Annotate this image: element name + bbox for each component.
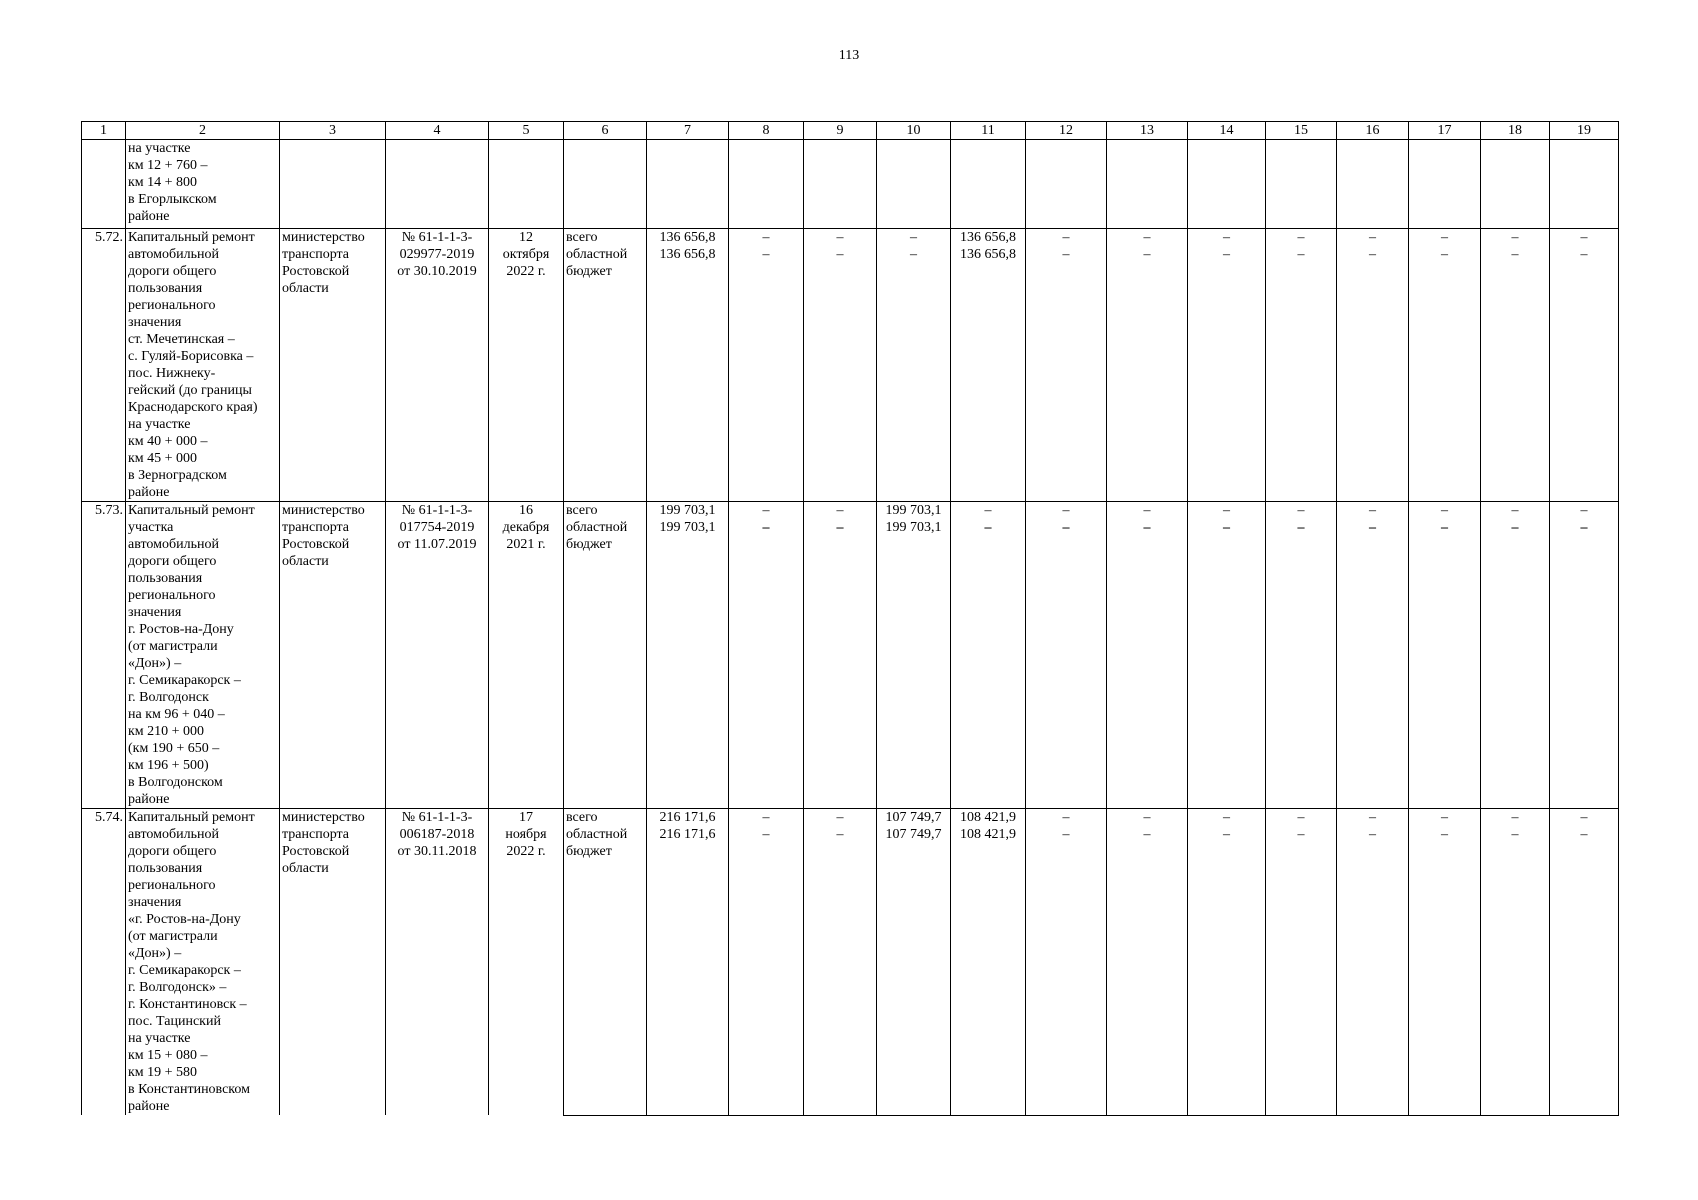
cell-date — [489, 140, 564, 229]
source-total: всего — [564, 809, 647, 827]
completion-date: 17 ноября 2022 г. — [489, 809, 564, 1116]
value-total: – — [1481, 229, 1550, 247]
header-row — [82, 122, 1619, 140]
value-total: – — [1409, 809, 1481, 827]
value-regional: – — [1337, 826, 1409, 1115]
value-regional: – — [1107, 519, 1188, 808]
cell-num — [82, 140, 126, 229]
value-total: – — [1107, 809, 1188, 827]
column-header: 3 — [280, 122, 386, 140]
design-doc: № 61-1-1-3- 017754-2019 от 11.07.2019 — [386, 502, 489, 809]
value-total: 136 656,8 — [647, 229, 729, 247]
value-regional: – — [1026, 826, 1107, 1115]
value-total: – — [1188, 229, 1266, 247]
row-number: 5.73. — [82, 502, 126, 809]
value-total: – — [729, 809, 804, 827]
customer: министерство транспорта Ростовской области — [280, 809, 386, 1116]
value-regional: – — [1550, 826, 1619, 1115]
value-total: – — [1188, 809, 1266, 827]
value-total: – — [1026, 229, 1107, 247]
value-regional: – — [804, 246, 877, 501]
cell-source — [564, 140, 647, 229]
value-total: – — [1337, 809, 1409, 827]
row-number: 5.74. — [82, 809, 126, 1116]
source-regional: областной бюджет — [564, 519, 647, 808]
design-doc: № 61-1-1-3- 006187-2018 от 30.11.2018 — [386, 809, 489, 1116]
cell-customer — [280, 140, 386, 229]
value-regional: – — [1266, 826, 1337, 1115]
customer: министерство транспорта Ростовской области — [280, 502, 386, 809]
value-total: – — [729, 229, 804, 247]
value-regional: 199 703,1 — [647, 519, 729, 808]
value-regional: – — [1188, 826, 1266, 1115]
value-total: – — [1026, 502, 1107, 520]
table-row — [82, 809, 1619, 827]
value-regional: – — [1107, 246, 1188, 501]
column-header: 1 — [82, 122, 126, 140]
value-regional: – — [804, 826, 877, 1115]
column-header: 9 — [804, 122, 877, 140]
column-header: 12 — [1026, 122, 1107, 140]
object-name: Капитальный ремонт автомобильной дороги общего пользования регионального значения «г. Ростов-на-Дону (от магистрали «Дон») – г. Семикаракорск – г. Волгодонск» – г. Константиновск – пос. Тацинский на участке км 15 + 080 – км 19 + 580 в Константиновском районе — [126, 809, 280, 1116]
value-total: 199 703,1 — [647, 502, 729, 520]
value-regional: – — [1409, 519, 1481, 808]
value-total: – — [1266, 502, 1337, 520]
value-regional: – — [729, 246, 804, 501]
value-regional: – — [804, 519, 877, 808]
value-regional: – — [1409, 246, 1481, 501]
value-regional: – — [1026, 246, 1107, 501]
value-total: – — [1266, 809, 1337, 827]
page-number: 113 — [838, 48, 860, 63]
value-total: – — [1550, 502, 1619, 520]
design-doc: № 61-1-1-3- 029977-2019 от 30.10.2019 — [386, 229, 489, 502]
table-row — [82, 502, 1619, 520]
source-regional: областной бюджет — [564, 826, 647, 1115]
value-regional: – — [1481, 826, 1550, 1115]
column-header: 17 — [1409, 122, 1481, 140]
column-header: 4 — [386, 122, 489, 140]
program-table — [81, 121, 1619, 1116]
cell-doc — [386, 140, 489, 229]
value-total: – — [1266, 229, 1337, 247]
value-total: – — [1409, 229, 1481, 247]
source-regional: областной бюджет — [564, 246, 647, 501]
value-regional: 199 703,1 — [877, 519, 951, 808]
object-name: Капитальный ремонт автомобильной дороги общего пользования регионального значения ст. Мечетинская – с. Гуляй-Борисовка – пос. Нижнеку- гейский (до границы Краснодарского края) на участке км 40 + 000 – км 45 + 000 в Зерноградском районе — [126, 229, 280, 502]
completion-date: 12 октября 2022 г. — [489, 229, 564, 502]
value-regional: – — [729, 826, 804, 1115]
value-total: – — [1107, 229, 1188, 247]
value-regional: 136 656,8 — [647, 246, 729, 501]
value-total: – — [804, 809, 877, 827]
completion-date: 16 декабря 2021 г. — [489, 502, 564, 809]
value-regional: – — [729, 519, 804, 808]
value-total: – — [804, 502, 877, 520]
value-total: – — [1481, 502, 1550, 520]
value-regional: – — [1107, 826, 1188, 1115]
value-regional: – — [1026, 519, 1107, 808]
value-regional: – — [1188, 519, 1266, 808]
source-total: всего — [564, 229, 647, 247]
value-regional: – — [1409, 826, 1481, 1115]
value-total: 199 703,1 — [877, 502, 951, 520]
source-total: всего — [564, 502, 647, 520]
column-header: 11 — [951, 122, 1026, 140]
value-total: – — [1188, 502, 1266, 520]
continuation-row — [82, 140, 1619, 229]
value-total: – — [1337, 229, 1409, 247]
column-header: 8 — [729, 122, 804, 140]
value-total: – — [729, 502, 804, 520]
value-total: 107 749,7 — [877, 809, 951, 827]
value-total: – — [1481, 809, 1550, 827]
value-regional: – — [1550, 246, 1619, 501]
column-header: 15 — [1266, 122, 1337, 140]
value-regional: 216 171,6 — [647, 826, 729, 1115]
value-total: 216 171,6 — [647, 809, 729, 827]
object-name: на участке км 12 + 760 – км 14 + 800 в Егорлыкском районе — [126, 140, 280, 229]
value-regional: – — [1481, 246, 1550, 501]
value-regional: 108 421,9 — [951, 826, 1026, 1115]
value-regional: – — [1266, 246, 1337, 501]
column-header: 16 — [1337, 122, 1409, 140]
customer: министерство транспорта Ростовской области — [280, 229, 386, 502]
row-number: 5.72. — [82, 229, 126, 502]
column-header: 6 — [564, 122, 647, 140]
column-header: 13 — [1107, 122, 1188, 140]
value-regional: – — [1550, 519, 1619, 808]
column-header: 2 — [126, 122, 280, 140]
column-header: 14 — [1188, 122, 1266, 140]
value-total: – — [1337, 502, 1409, 520]
value-total: – — [877, 229, 951, 247]
value-total: – — [1550, 809, 1619, 827]
value-regional: – — [1266, 519, 1337, 808]
value-regional: – — [951, 519, 1026, 808]
value-total: – — [804, 229, 877, 247]
value-total: – — [1550, 229, 1619, 247]
value-regional: – — [1188, 246, 1266, 501]
column-header: 7 — [647, 122, 729, 140]
column-header: 19 — [1550, 122, 1619, 140]
value-total: – — [1409, 502, 1481, 520]
value-total: 136 656,8 — [951, 229, 1026, 247]
value-total: – — [1026, 809, 1107, 827]
column-header: 5 — [489, 122, 564, 140]
value-regional: – — [1337, 246, 1409, 501]
table-row — [82, 229, 1619, 247]
object-name: Капитальный ремонт участка автомобильной дороги общего пользования регионального значения г. Ростов-на-Дону (от магистрали «Дон») – г. Семикаракорск – г. Волгодонск на км 96 + 040 – км 210 + 000 (км 190 + 650 – км 196 + 500) в Волгодонском районе — [126, 502, 280, 809]
column-header: 10 — [877, 122, 951, 140]
value-regional: – — [1481, 519, 1550, 808]
value-total: 108 421,9 — [951, 809, 1026, 827]
value-total: – — [951, 502, 1026, 520]
column-header: 18 — [1481, 122, 1550, 140]
value-regional: 136 656,8 — [951, 246, 1026, 501]
value-regional: – — [877, 246, 951, 501]
value-regional: 107 749,7 — [877, 826, 951, 1115]
value-total: – — [1107, 502, 1188, 520]
value-regional: – — [1337, 519, 1409, 808]
